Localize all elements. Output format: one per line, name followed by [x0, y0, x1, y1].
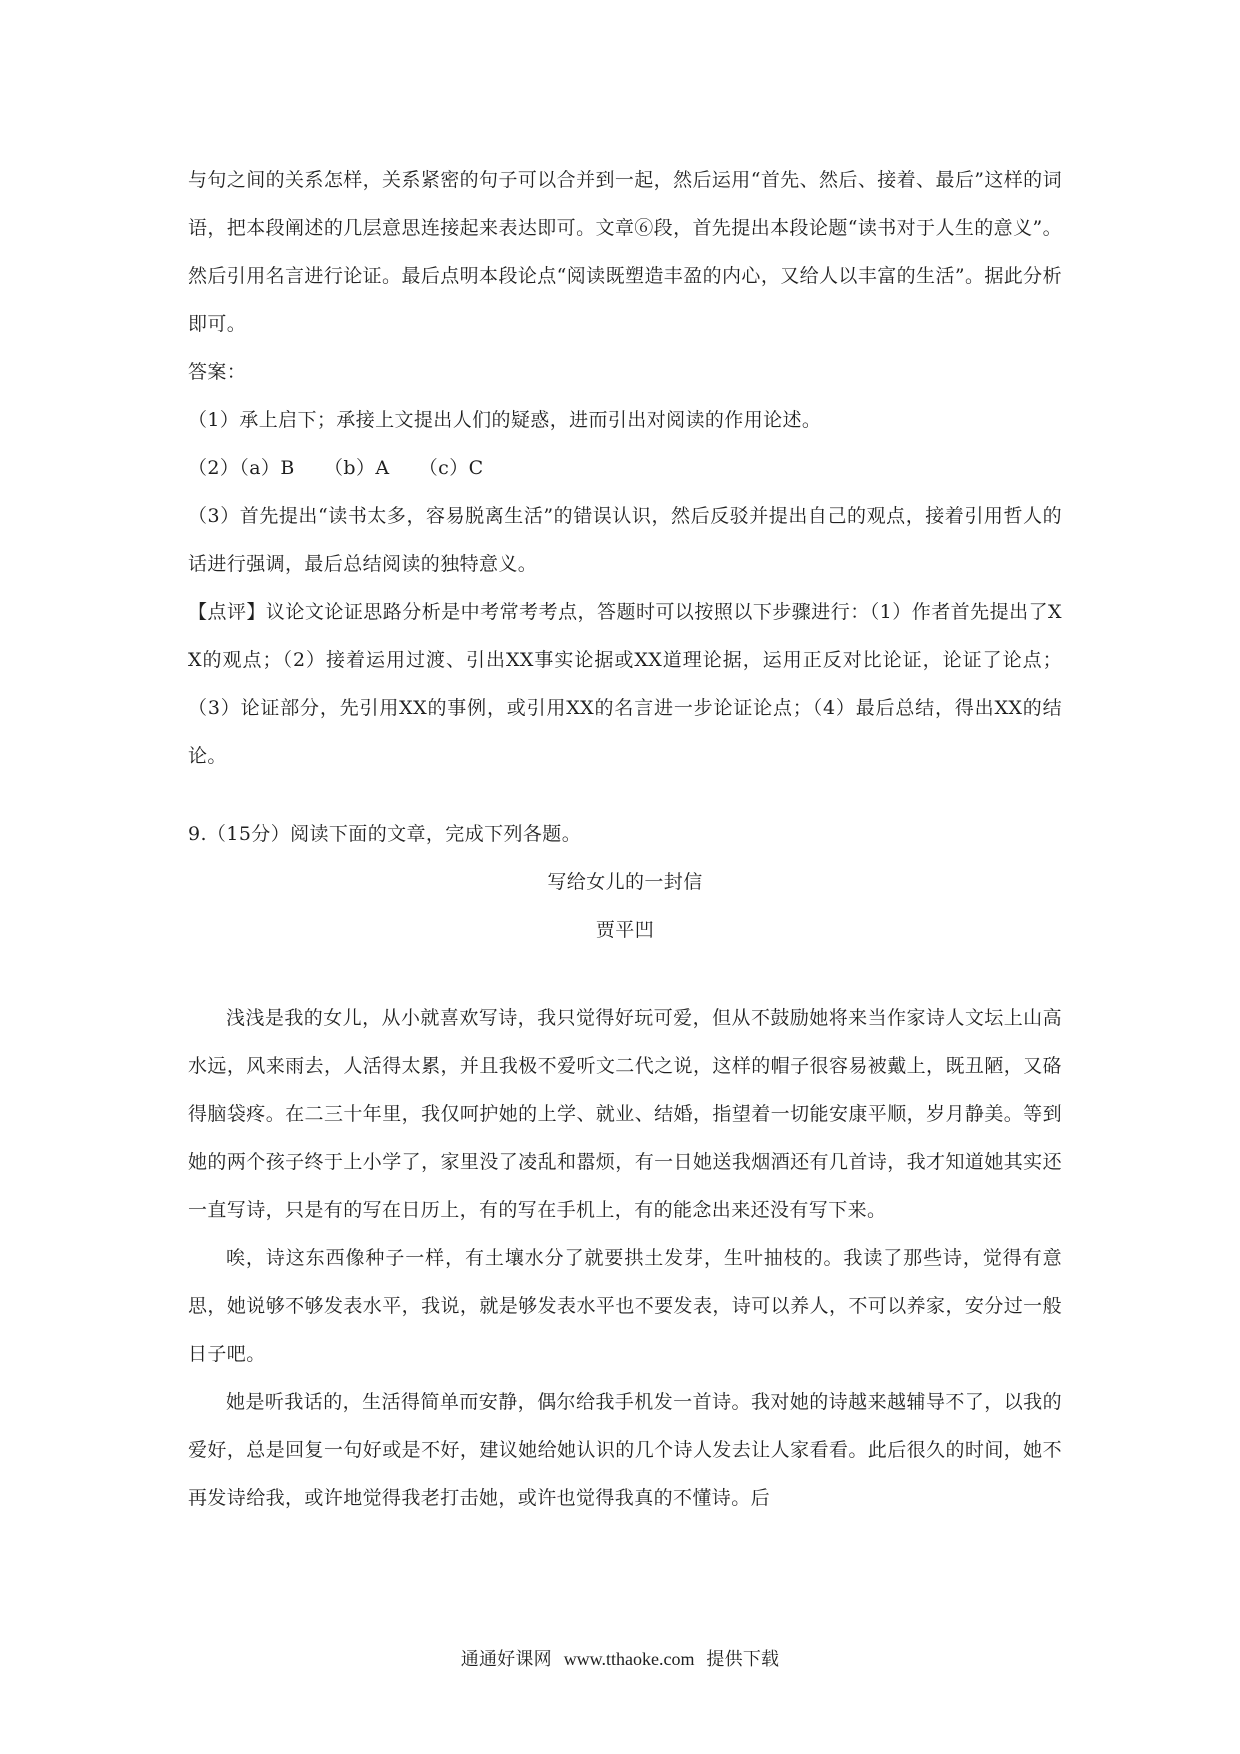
answer-item-1: （1）承上启下；承接上文提出人们的疑惑，进而引出对阅读的作用论述。 [188, 409, 822, 431]
article-paragraph-1: 浅浅是我的女儿，从小就喜欢写诗，我只觉得好玩可爱，但从不鼓励她将来当作家诗人文坛上山高水远，风来雨去，人活得太累，并且我极不爱听文二代之说，这样的帽子很容易被戴上，既丑陋，又硌得脑袋疼。在二三十年里，我仅呵护她的上学、就业、结婚，指望着一切能安康平顺，岁月静美。等到她的两个孩子终于上小学了，家里没了凌乱和嚣烦，有一日她送我烟酒还有几首诗，我才知道她其实还一直写诗，只是有的写在日历上，有的写在手机上，有的能念出来还没有写下来。 [188, 1007, 1062, 1221]
answer-item-3: （3）首先提出“读书太多，容易脱离生活”的错误认识，然后反驳并提出自己的观点，接着引用哲人的话进行强调，最后总结阅读的独特意义。 [188, 505, 1062, 575]
spacing [188, 954, 1062, 994]
article-paragraph-3: 她是听我话的，生活得简单而安静，偶尔给我手机发一首诗。我对她的诗越来越辅导不了，以我的爱好，总是回复一句好或是不好，建议她给她认识的几个诗人发去让人家看看。此后很久的时间，她不再发诗给我，或许地觉得我老打击她，或许也觉得我真的不懂诗。后 [188, 1391, 1062, 1509]
footer-site-name: 通通好课网 [460, 1649, 552, 1670]
paragraph-analysis-continued: 与句之间的关系怎样，关系紧密的句子可以合并到一起，然后运用“首先、然后、接着、最后”这样的词语，把本段阐述的几层意思连接起来表达即可。文章⑥段，首先提出本段论题“读书对于人生的意义”。然后引用名言进行论证。最后点明本段论点“阅读既塑造丰盈的内心，又给人以丰富的生活”。据此分析即可。 [188, 169, 1062, 335]
article-paragraph-2: 唉，诗这东西像种子一样，有土壤水分了就要拱土发芽，生叶抽枝的。我读了那些诗，觉得有意思，她说够不够发表水平，我说，就是够发表水平也不要发表，诗可以养人，不可以养家，安分过一般日子吧。 [188, 1247, 1062, 1365]
answer-item-2: （2）（a）B （b）A （c）C [188, 457, 484, 479]
question-heading: 9.（15分）阅读下面的文章，完成下列各题。 [188, 823, 582, 845]
footer-download-note: 提供下载 [706, 1649, 780, 1670]
answer-label: 答案： [188, 361, 247, 383]
article-title: 写给女儿的一封信 [547, 871, 703, 893]
footer-url: www.tthaoke.com [563, 1649, 695, 1669]
page-footer [0, 1645, 1240, 1674]
document-content [188, 156, 1062, 1522]
article-author: 贾平凹 [595, 919, 655, 941]
spacing [188, 780, 1062, 810]
comment-paragraph: 【点评】议论文论证思路分析是中考常考考点，答题时可以按照以下步骤进行：（1）作者首先提出了XX的观点；（2）接着运用过渡、引出XX事实论据或XX道理论据，运用正反对比论证，论证了论点；（3）论证部分，先引用XX的事例，或引用XX的名言进一步论证论点；（4）最后总结，得出XX的结论。 [188, 601, 1062, 767]
